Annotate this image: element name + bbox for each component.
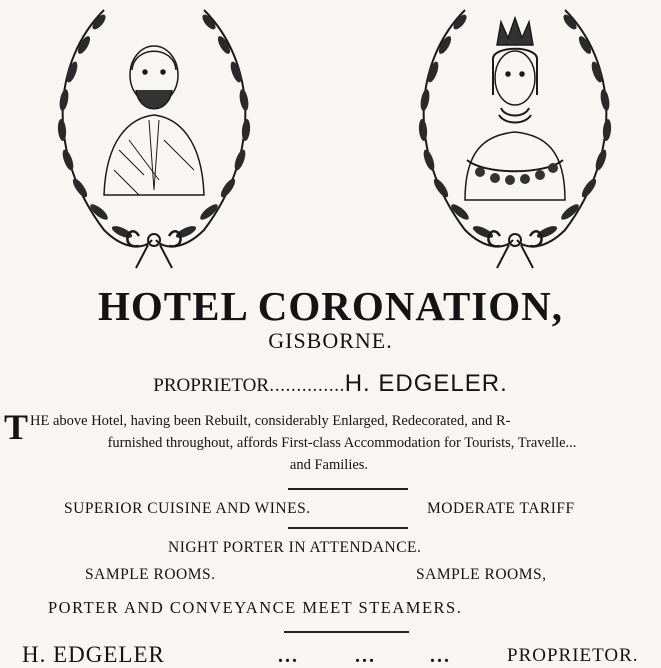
footer-dots-2: ... <box>355 645 376 667</box>
footer-proprietor-title: PROPRIETOR. <box>507 645 639 666</box>
sample-rooms-left: SAMPLE ROOMS. <box>85 566 216 583</box>
proprietor-line <box>0 370 661 398</box>
tariff-text: MODERATE TARIFF <box>427 500 575 517</box>
proprietor-label: PROPRIETOR <box>153 375 270 396</box>
crown-icon <box>497 18 533 45</box>
hotel-location: GISBORNE. <box>268 328 393 353</box>
king-portrait <box>104 46 204 195</box>
laurel-wreath-icon <box>57 10 251 268</box>
divider-3 <box>284 631 409 633</box>
footer-dots-1: ... <box>278 645 299 667</box>
proprietor-dots: .............. <box>269 376 345 396</box>
divider-2 <box>288 527 408 529</box>
description-line-3: and Families. <box>289 457 369 473</box>
description-line-1: HE above Hotel, having been Rebuilt, considerably Enlarged, Redecorated, and R- <box>30 413 511 429</box>
king-portrait-wreath <box>44 0 264 272</box>
queen-portrait-wreath <box>405 0 625 272</box>
footer-name: H. EDGELER <box>22 642 165 667</box>
cuisine-text: SUPERIOR CUISINE AND WINES. <box>64 500 311 517</box>
divider-1 <box>288 488 408 490</box>
hotel-title: HOTEL CORONATION, <box>97 283 564 329</box>
porter-conveyance-text: PORTER AND CONVEYANCE MEET STEAMERS. <box>48 598 463 617</box>
drop-cap: T <box>4 407 29 447</box>
sample-rooms-right: SAMPLE ROOMS, <box>416 566 547 583</box>
hotel-description <box>4 407 654 476</box>
queen-portrait <box>465 18 565 200</box>
description-line-2: furnished throughout, affords First-class Accommodation for Tourists, Travelle... <box>107 435 577 451</box>
proprietor-name: H. EDGELER. <box>344 370 508 397</box>
footer-dots-3: ... <box>430 645 451 667</box>
night-porter-text: NIGHT PORTER IN ATTENDANCE. <box>168 539 422 556</box>
